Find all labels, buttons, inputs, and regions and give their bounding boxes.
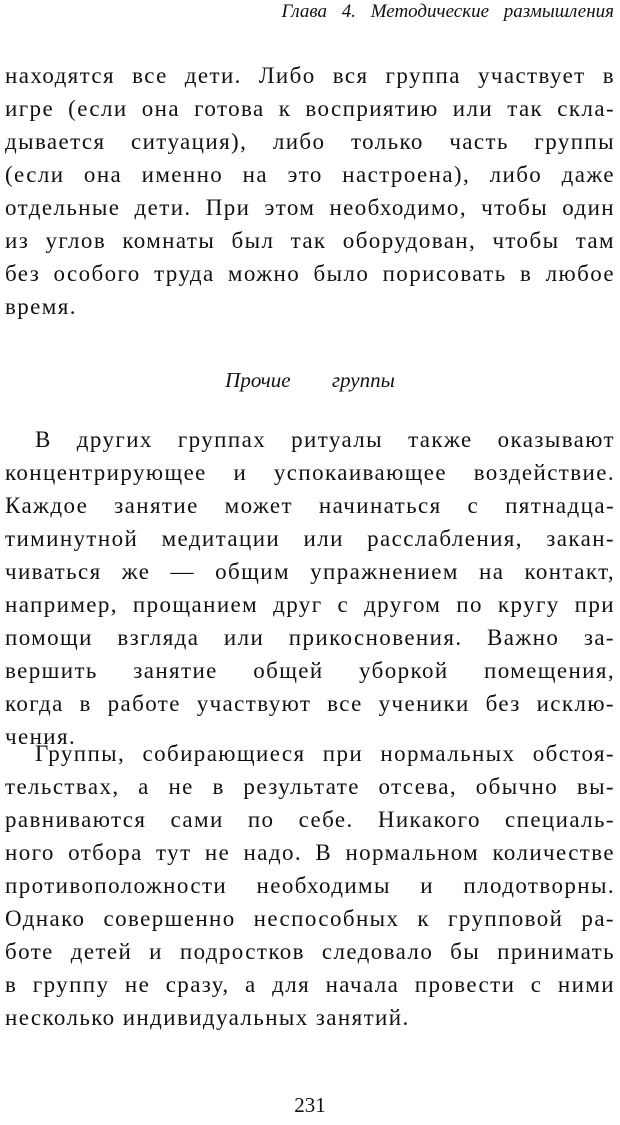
text-line: отдельные дети. При этом необходимо, чтобы один [5, 195, 615, 220]
text-line: вершить занятие общей уборкой помещения, [5, 658, 615, 683]
text-line: игре (если она готова к восприятию или так скла- [5, 96, 615, 121]
text-line: без особого труда можно было порисовать в любое [5, 261, 615, 286]
text-line: тельствах, а не в результате отсева, обычно вы- [5, 774, 615, 799]
text-line: чения. [5, 724, 77, 749]
text-line: помощи взгляда или прикосновения. Важно за- [5, 625, 615, 650]
text-line: например, прощанием друг с другом по кругу при [5, 592, 615, 617]
text-line: противоположности необходимы и плодотворны. [5, 873, 615, 898]
text-line: Группы, собирающиеся при нормальных обстоя- [35, 741, 615, 766]
text-line: (если она именно на это настроена), либо даже [5, 162, 615, 187]
text-line: Каждое занятие может начинаться с пятнадца- [5, 493, 615, 518]
running-head: Глава 4. Методические размышления [281, 1, 614, 22]
text-line: Однако совершенно неспособных к групповой ра- [5, 906, 615, 931]
text-line: равниваются сами по себе. Никакого специаль- [5, 807, 615, 832]
section-title: Прочие группы [225, 368, 395, 392]
text-line: концентрирующее и успокаивающее воздействие. [5, 460, 615, 485]
text-line: находятся все дети. Либо вся группа участвует в [5, 63, 615, 88]
page-number: 231 [294, 1093, 326, 1117]
text-line: В других группах ритуалы также оказывают [35, 427, 615, 452]
text-line: чиваться же — общим упражнением на контакт, [5, 559, 615, 584]
text-line: когда в работе участвуют все ученики без исклю- [5, 691, 615, 716]
text-line: в группу не сразу, а для начала провести с ними [5, 972, 615, 997]
text-line: несколько индивидуальных занятий. [5, 1005, 410, 1030]
text-line: ного отбора тут не надо. В нормальном количестве [5, 840, 615, 865]
text-line: дывается ситуация), либо только часть группы [5, 129, 615, 154]
text-line: из углов комнаты был так оборудован, чтобы там [5, 228, 615, 253]
text-line: время. [5, 294, 77, 319]
text-line: тиминутной медитации или расслабления, закан- [5, 526, 615, 551]
text-line: боте детей и подростков следовало бы принимать [5, 939, 615, 964]
